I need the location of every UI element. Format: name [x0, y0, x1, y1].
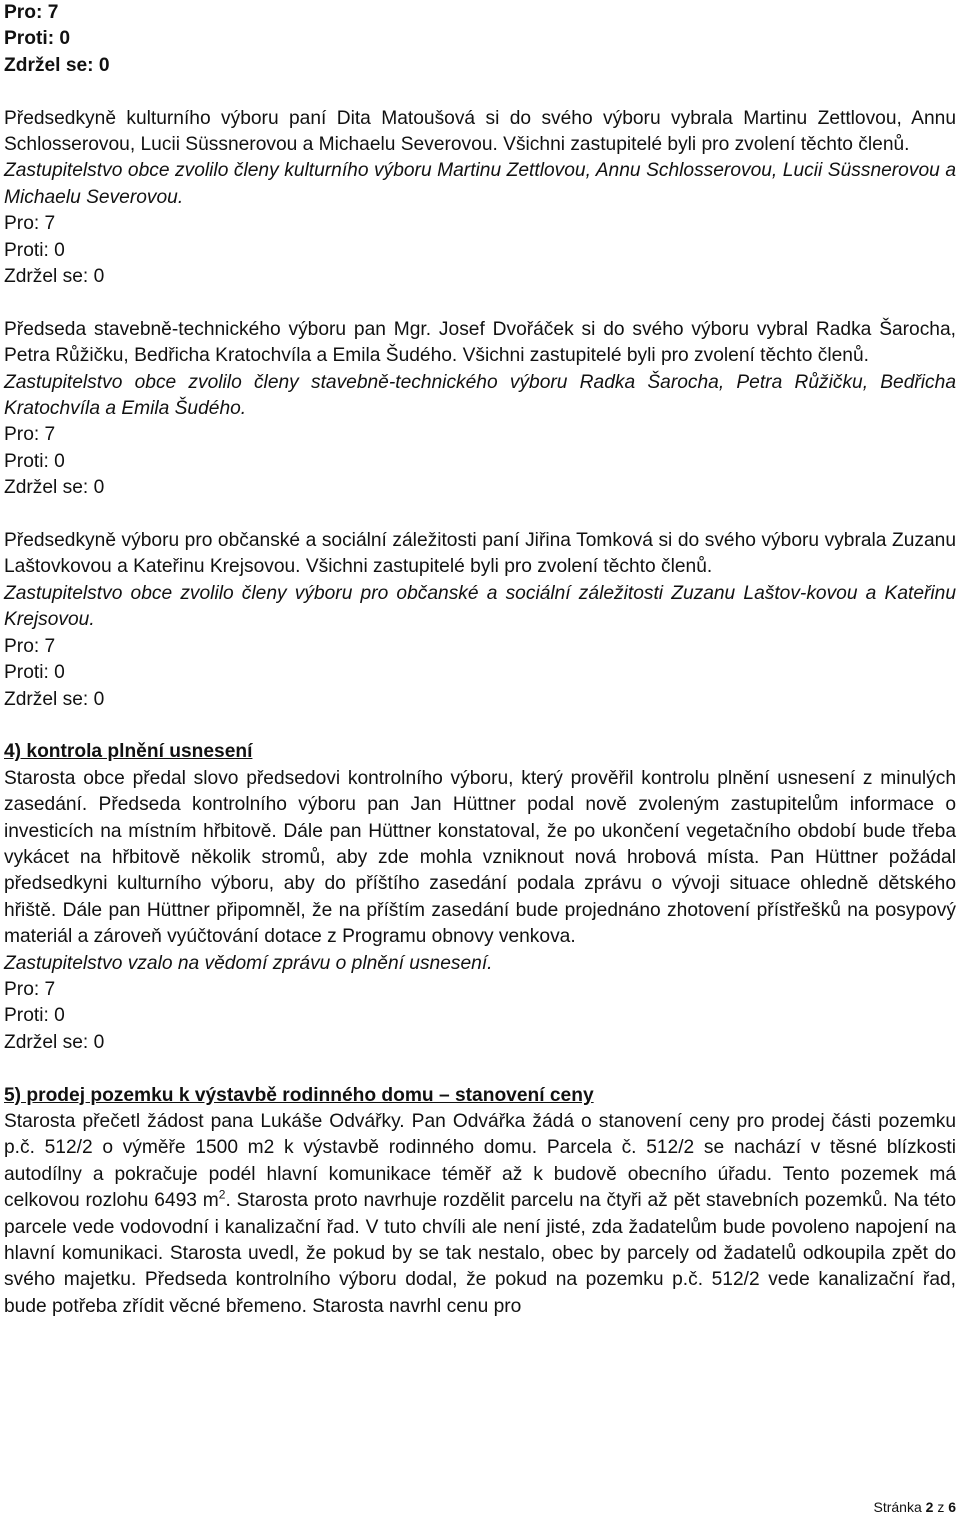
- vote-for: Pro: 7: [4, 2, 59, 23]
- blank-line: [4, 713, 956, 739]
- vote-result: [4, 634, 956, 713]
- vote-result: [4, 0, 956, 79]
- blank-line: [4, 1056, 956, 1082]
- paragraph-text: Starosta přečetl žádost pana Lukáše Odvářky. Pan Odvářka žádá o stanovení ceny pro prodej části pozemku p.č. 512/2 o výměře 1500 m2 k výstavbě rodinného domu. Parcela č. 512/2 se nachází v těsné blízkosti autodílny a pokračuje podél hlavní komunikace téměř až k budově obecního úřadu. Tento pozemek má celkovou rozlohu 6493 m: [4, 1110, 956, 1212]
- vote-abstain: Zdržel se: 0: [4, 54, 110, 76]
- paragraph: Předsedkyně výboru pro občanské a sociální záležitosti paní Jiřina Tomková si do svého výboru vybrala Zuzanu Laštovkovou a Kateřinu Krejsovou. Všichni zastupitelé byli pro zvolení těchto členů.: [4, 530, 956, 578]
- page-footer: [873, 1498, 956, 1516]
- vote-abstain: Zdržel se: 0: [4, 477, 105, 499]
- vote-for: Pro: 7: [4, 978, 56, 1000]
- section-heading: 5) prodej pozemku k výstavbě rodinného domu – stanovení ceny: [4, 1084, 594, 1106]
- vote-abstain: Zdržel se: 0: [4, 688, 105, 710]
- document-page: [4, 0, 956, 1320]
- vote-against: Proti: 0: [4, 450, 65, 472]
- vote-for: Pro: 7: [4, 424, 56, 446]
- paragraph: Předseda stavebně-technického výboru pan Mgr. Josef Dvořáček si do svého výboru vybral Radka Šarocha, Petra Růžičku, Bedřicha Kratochvíla a Emila Šudého. Všichni zastupitelé byli pro zvolení těchto členů.: [4, 318, 956, 367]
- footer-total-pages: 6: [948, 1499, 956, 1515]
- vote-against: Proti: 0: [4, 1005, 65, 1027]
- footer-separator: z: [937, 1499, 945, 1515]
- blank-line: [4, 290, 956, 316]
- superscript: 2: [218, 1187, 226, 1202]
- vote-against: Proti: 0: [4, 28, 71, 50]
- paragraph-text: . Starosta proto navrhuje rozdělit parcelu na čtyři až pět stavebních pozemků. Na této parcele vede vodovodní i kanalizační řad. V tuto chvíli ale není jisté, zda žadatelům bude povoleno napojení na hlavní komunikaci. Starosta uvedl, že pokud by se tak nestalo, obec by parcely od žadatelů odkoupila zpět do svého majetku. Předseda kontrolního výboru dodal, že pokud na pozemku p.č. 512/2 vede kanalizační řad, bude potřeba zřídit věcné břemeno. Starosta navrhl cenu pro: [4, 1190, 956, 1317]
- paragraph: [4, 1109, 956, 1320]
- paragraph: Starosta obce předal slovo předsedovi kontrolního výboru, který prověřil kontrolu plnění usnesení z minulých zasedání. Předseda kontrolního výboru pan Jan Hüttner podal nově zvoleným zastupitelům informace o investicích na místním hřbitově. Dále pan Hüttner konstatoval, že po ukončení vegetačního období bude třeba vykácet na hřbitově několik stromů, aby zde mohla vzniknout nová hrobová místa. Pan Hüttner požádal předsedkyni kulturního výboru, aby do příštího zasedání podala zprávu o vývoji situace ohledně dětského hřiště. Dále pan Hüttner připomněl, že na příštím zasedání bude projednáno zhotovení přístřešků na posypový materiál a zároveň vyúčtování dotace z Programu obnovy venkova.: [4, 767, 956, 948]
- vote-for: Pro: 7: [4, 635, 56, 657]
- blank-line: [4, 79, 956, 105]
- vote-abstain: Zdržel se: 0: [4, 1031, 105, 1053]
- vote-abstain: Zdržel se: 0: [4, 266, 105, 288]
- section-heading: 4) kontrola plnění usnesení: [4, 741, 253, 763]
- footer-current-page: 2: [925, 1499, 934, 1515]
- paragraph: Předsedkyně kulturního výboru paní Dita Matoušová si do svého výboru vybrala Martinu Zettlovou, Annu Schlosserovou, Lucii Süssnerovou a Michaelu Severovou. Všichni zastupitelé byli pro zvolení těchto členů.: [4, 107, 956, 156]
- blank-line: [4, 502, 956, 528]
- vote-result: [4, 211, 956, 290]
- footer-label: Stránka: [873, 1499, 922, 1515]
- vote-against: Proti: 0: [4, 239, 65, 261]
- vote-result: [4, 977, 956, 1056]
- vote-result: [4, 422, 956, 501]
- resolution-text: Zastupitelstvo obce zvolilo členy stavebně-technického výboru Radka Šarocha, Petra Růžičku, Bedřicha Kratochvíla a Emila Šudého.: [4, 371, 956, 420]
- vote-against: Proti: 0: [4, 662, 65, 684]
- resolution-text: Zastupitelstvo obce zvolilo členy výboru pro občanské a sociální záležitosti Zuzanu Laštov-kovou a Kateřinu Krejsovou.: [4, 582, 956, 631]
- vote-for: Pro: 7: [4, 213, 56, 235]
- resolution-text: Zastupitelstvo vzalo na vědomí zprávu o plnění usnesení.: [4, 952, 493, 974]
- resolution-text: Zastupitelstvo obce zvolilo členy kulturního výboru Martinu Zettlovou, Annu Schlosserovou, Lucii Süssnerovou a Michaelu Severovou.: [4, 160, 956, 208]
